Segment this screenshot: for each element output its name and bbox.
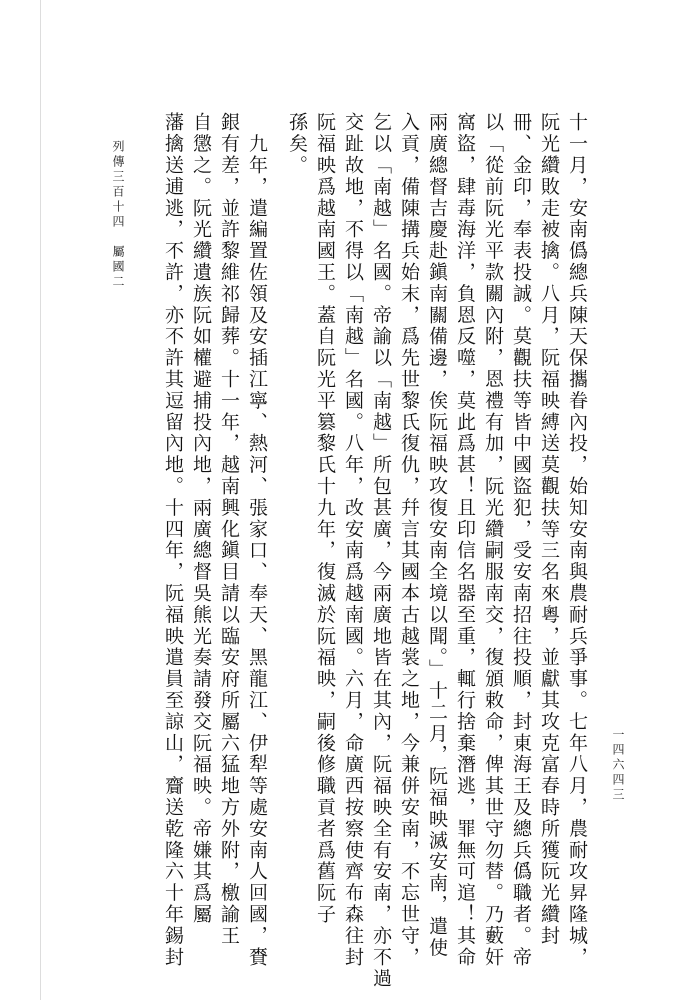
text-column-3: 冊、金印，奉表投誠。莫觀扶等皆中國盜犯，受安南招往投順，封東海王及總兵僞職者。帝	[510, 112, 532, 968]
text-column-14: 自懲之。阮光纘遺族阮如權避捕投內地，兩廣總督吳熊光奏請發交阮福映。帝嫌其爲屬	[190, 112, 212, 926]
running-header: 列傳三百十四 屬國二	[111, 140, 125, 290]
text-column-2: 阮光纘敗走被擒。八月，阮福映縛送莫觀扶等三名來粵，並獻其攻克富春時所獲阮光纘封	[538, 112, 560, 947]
text-column-4: 以「從前阮光平款關內附，恩禮有加，阮光纘嗣服南交，復頒敕命，俾其世守勿替。乃藪奸	[482, 112, 504, 968]
text-column-1: 十一月，安南僞總兵陳天保攜眷內投，始知安南與農耐兵爭事。七年八月，農耐攻昇隆城，	[566, 112, 588, 968]
text-column-13: 銀有差，並許黎維祁歸葬。十一年，越南興化鎭目請以臨安府所屬六猛地方外附，檄諭王	[218, 112, 240, 947]
text-column-12: 九年，遣編置佐領及安插江寧、熱河、張家口、奉天、黑龍江、伊犁等處安南人回國，賚	[246, 112, 268, 968]
text-column-11: 孫矣。	[286, 112, 308, 177]
page-number: 一四六四三	[611, 728, 625, 803]
text-column-7: 入貢，備陳搆兵始末，爲先世黎氏復仇，幷言其國本古越裳之地，今兼併安南，不忘世守，	[398, 112, 420, 968]
text-column-6: 兩廣總督吉慶赴鎭南關備邊，俟阮福映攻復安南全境以聞。」十二月，阮福映滅安南，遣使	[426, 112, 448, 959]
text-column-8: 乞以「南越」名國。帝諭以「南越」所包甚廣，今兩廣地皆在其內，阮福映全有安南，亦不過	[370, 112, 392, 990]
text-column-5: 窩盜，肆毒海洋，負恩反噬，莫此爲甚！且印信名器至重，輒行捨棄潛逃，罪無可逭！其命	[454, 112, 476, 968]
binding-edge	[40, 0, 41, 1000]
text-column-9: 交趾故地，不得以「南越」名國。八年，改安南爲越南國。六月，命廣西按察使齊布森往封	[342, 112, 364, 968]
text-column-15: 藩擒送逋逃，不許，亦不許其逗留內地。十四年，阮福映遣員至諒山，齎送乾隆六十年錫封	[162, 112, 184, 968]
text-column-10: 阮福映爲越南國王。蓋自阮光平篡黎氏十九年，復滅於阮福映，嗣後修職貢者爲舊阮子	[314, 112, 336, 926]
